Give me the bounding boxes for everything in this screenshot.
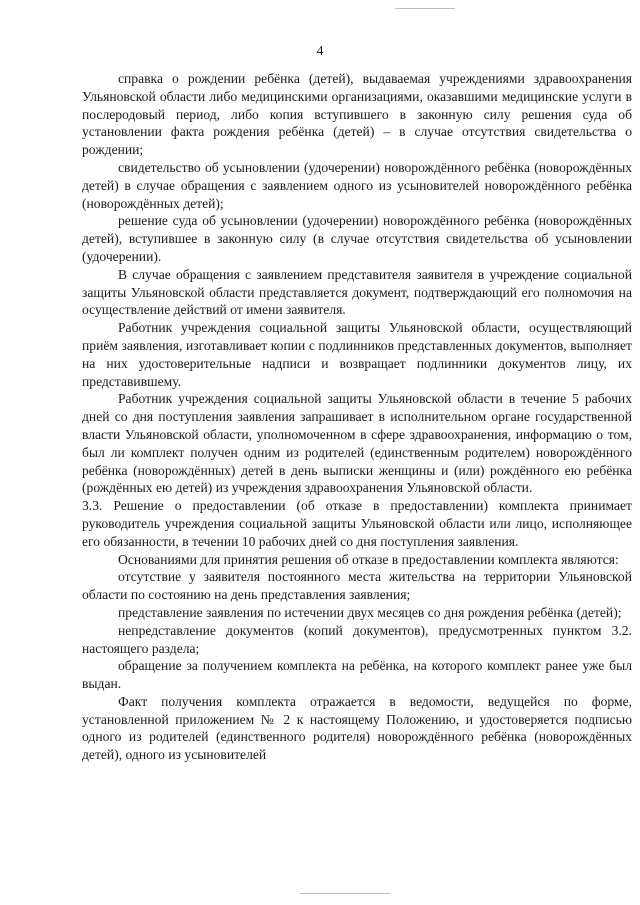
paragraph-representative: В случае обращения с заявлением представителя заявителя в учреждение социальной защиты Ульяновской области представляется документ, подтверждающий его полномочия на осуществление действий от имени заявителя. [82, 266, 632, 318]
paragraph-late-application: представление заявления по истечении двух месяцев со дня рождения ребёнка (детей); [118, 604, 622, 620]
scan-artifact-top [395, 8, 455, 9]
paragraph-already-issued: обращение за получением комплекта на ребёнка, на которого комплект ранее уже был выдан. [82, 658, 632, 692]
paragraph-receipt-record: Факт получения комплекта отражается в ведомости, ведущейся по форме, установленной приложением № 2 к настоящему Положению, и удостоверяется подписью одного из родителей (единственного родителя) новорождённого ребёнка (новорождённых детей), одного из усыновителей [82, 693, 632, 763]
paragraph-missing-documents: непредставление документов (копий документов), предусмотренных пунктом 3.2. настоящего раздела; [82, 622, 632, 656]
scan-artifact-bottom [300, 893, 390, 894]
paragraph-section-3-3: 3.3. Решение о предоставлении (об отказе в предоставлении) комплекта принимает руководитель учреждения социальной защиты Ульяновской области или лицо, исполняющее его обязанности, в течении 10 рабочих дней со дня поступления заявления. [82, 498, 632, 549]
paragraph-birth-certificate: справка о рождении ребёнка (детей), выдаваемая учреждениями здравоохранения Ульяновской области либо медицинскими организациями, оказавшими медицинские услуги в послеродовый период, либо копия вступившего в законную силу решения суда об установлении факта рождения ребёнка (детей) – в случае отсутствия свидетельства о рождении; [82, 71, 632, 158]
paragraph-refusal-grounds: Основаниями для принятия решения об отказе в предоставлении комплекта являются: [118, 551, 619, 567]
page-number: 4 [316, 44, 324, 59]
paragraph-request: Работник учреждения социальной защиты Ульяновской области в течение 5 рабочих дней со дня поступления заявления запрашивает в исполнительном органе государственной власти Ульяновской области, уполномоченном в сфере здравоохранения, информацию о том, был ли комплект получен одним из родителей (единственным родителем) новорождённого ребёнка (новорождённых) детей в день выписки женщины и (или) рождённого ею ребёнка (рождённых ею детей) из учреждения здравоохранения Ульяновской области. [82, 391, 632, 496]
document-body [82, 70, 632, 764]
paragraph-no-residence: отсутствие у заявителя постоянного места жительства на территории Ульяновской области по состоянию на день представления заявления; [82, 569, 632, 603]
paragraph-copies: Работник учреждения социальной защиты Ульяновской области, осуществляющий приём заявления, изготавливает копии с подлинников представленных документов, выполняет на них удостоверительные надписи и возвращает подлинники документов лицу, их представившему. [82, 320, 632, 389]
paragraph-court-decision: решение суда об усыновлении (удочерении) новорождённого ребёнка (новорождённых детей), вступившее в законную силу (в случае отсутствия свидетельства об усыновлении (удочерении). [82, 213, 632, 264]
paragraph-adoption-certificate: свидетельство об усыновлении (удочерении) новорождённого ребёнка (новорождённых детей) в случае обращения с заявлением одного из усыновителей новорождённого ребёнка (новорождённых детей); [82, 159, 632, 211]
